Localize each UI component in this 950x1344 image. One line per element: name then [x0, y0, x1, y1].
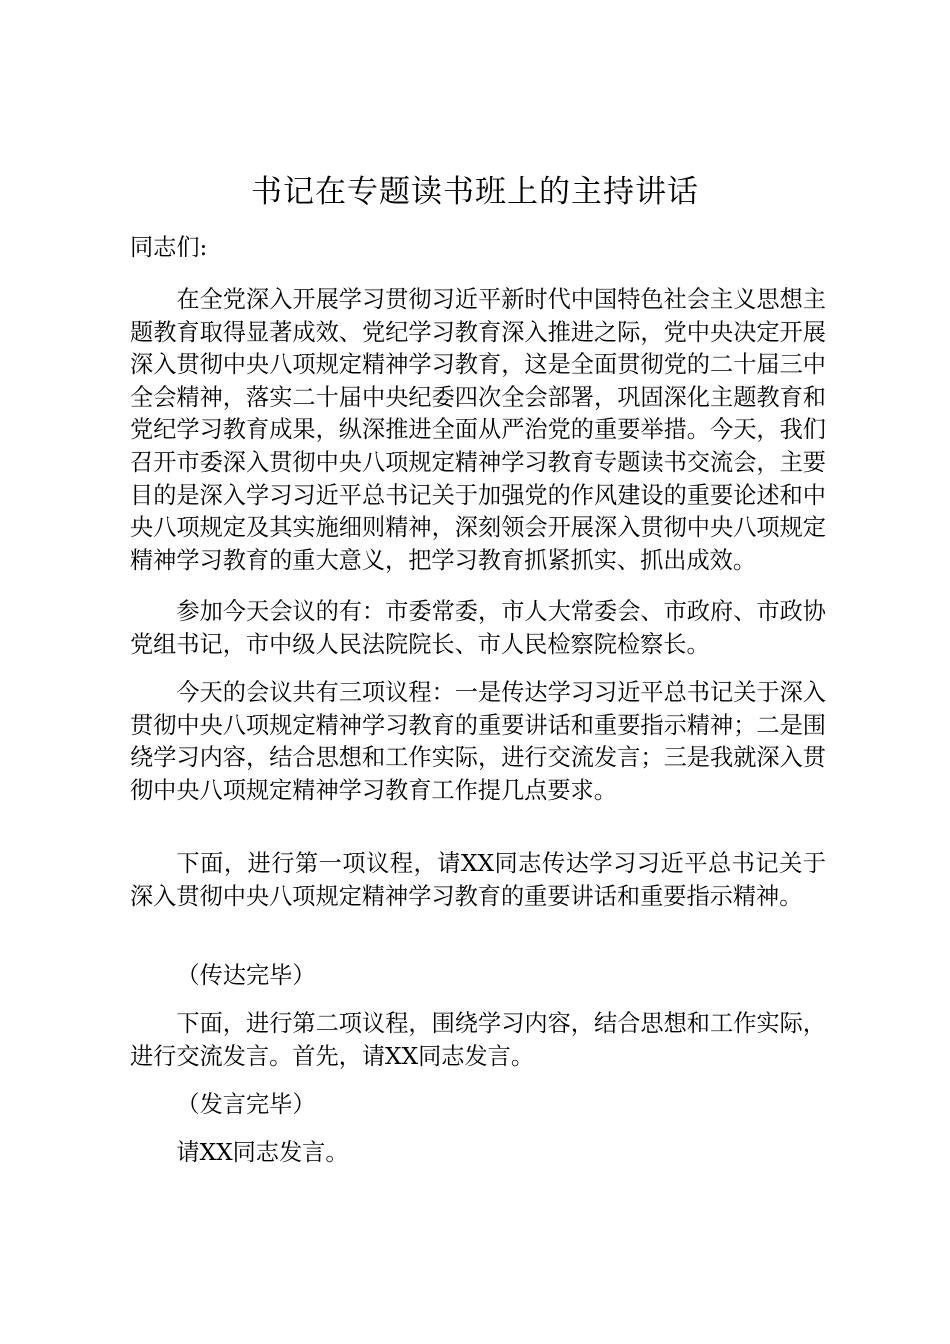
paragraph-next-speaker: 请XX同志发言。	[176, 1139, 349, 1166]
paragraph-first-item: 下面，进行第一项议程，请XX同志传达学习习近平总书记关于深入贯彻中央八项规定精神学习教育的重要讲话和重要指示精神。	[130, 850, 826, 910]
paragraph-relay-complete: （传达完毕）	[176, 962, 316, 989]
paragraph-second-item: 下面，进行第二项议程，围绕学习内容，结合思想和工作实际，进行交流发言。首先，请XX同志发言。	[130, 1010, 826, 1070]
paragraph-intro: 在全党深入开展学习贯彻习近平新时代中国特色社会主义思想主题教育取得显著成效、党纪学习教育深入推进之际，党中央决定开展深入贯彻中央八项规定精神学习教育，这是全面贯彻党的二十届三中全会精神，落实二十届中央纪委四次全会部署，巩固深化主题教育和党纪学习教育成果，纵深推进全面从严治党的重要举措。今天，我们召开市委深入贯彻中央八项规定精神学习教育专题读书交流会，主要目的是深入学习习近平总书记关于加强党的作风建设的重要论述和中央八项规定及其实施细则精神，深刻领会开展深入贯彻中央八项规定精神学习教育的重大意义，把学习教育抓紧抓实、抓出成效。	[130, 286, 826, 574]
paragraph-speech-complete: （发言完毕）	[176, 1091, 316, 1118]
paragraph-agenda: 今天的会议共有三项议程：一是传达学习习近平总书记关于深入贯彻中央八项规定精神学习教育的重要讲话和重要指示精神；二是围绕学习内容，结合思想和工作实际，进行交流发言；三是我就深入贯彻中央八项规定精神学习教育工作提几点要求。	[130, 679, 826, 804]
paragraph-attendees: 参加今天会议的有：市委常委，市人大常委会、市政府、市政协党组书记，市中级人民法院院长、市人民检察院检察长。	[130, 598, 826, 658]
salutation: 同志们:	[130, 234, 208, 261]
document-title: 书记在专题读书班上的主持讲话	[251, 174, 699, 210]
